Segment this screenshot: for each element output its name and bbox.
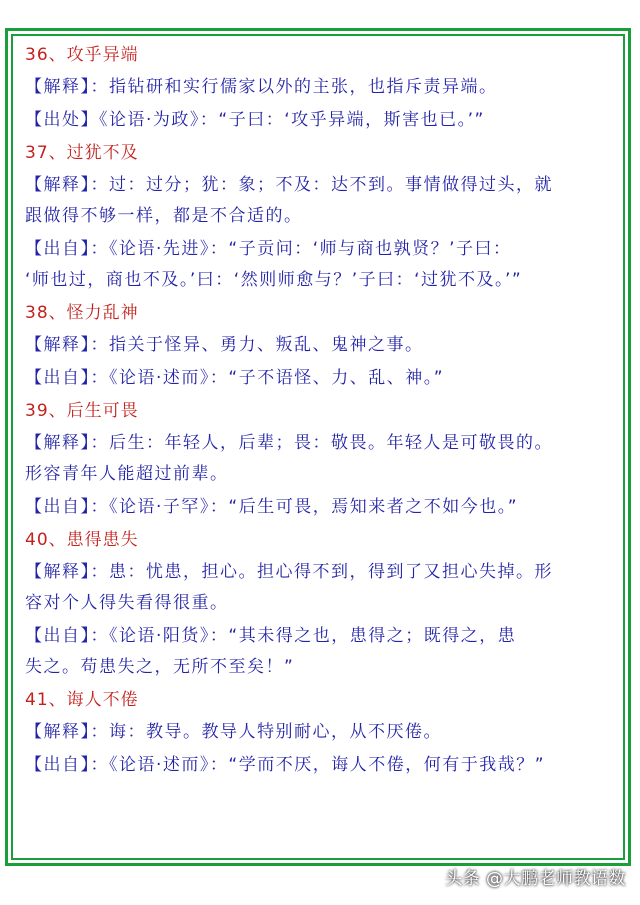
source-paragraph: [25, 105, 610, 136]
explanation-paragraph: [25, 170, 610, 232]
text-line: 【出自】：《论语·述而》：“学而不厌，诲人不倦，何有于我哉？”: [25, 755, 546, 775]
text-line: 【解释】：指钻研和实行儒家以外的主张，也指斥责异端。: [25, 77, 498, 97]
explanation-paragraph: [25, 330, 610, 361]
idiom-entry: [25, 300, 610, 394]
text-line: 【出自】：《论语·阳货》：“其未得之也，患得之；既得之，患: [25, 626, 517, 646]
source-paragraph: [25, 363, 610, 394]
idiom-title: 38、怪力乱神: [25, 303, 139, 323]
text-line: 失之。苟患失之，无所不至矣！”: [25, 657, 295, 677]
source-paragraph: [25, 234, 610, 296]
idiom-entry: [25, 140, 610, 296]
idiom-title: 36、攻乎异端: [25, 45, 139, 65]
text-line: 【解释】：诲：教导。教导人特别耐心，从不厌倦。: [25, 722, 442, 742]
document-content: [25, 38, 610, 783]
text-line: 【出自】：《论语·先进》：“子贡问：‘师与商也孰贤？’子曰：: [25, 239, 512, 259]
text-line: 【出自】：《论语·述而》：“子不语怪、力、乱、神。”: [25, 368, 445, 388]
idiom-title: 40、患得患失: [25, 530, 139, 550]
explanation-paragraph: [25, 72, 610, 103]
text-line: 【出处】《论语·为政》：“子曰：‘攻乎异端，斯害也已。’”: [25, 110, 485, 130]
text-line: 形容青年人能超过前辈。: [25, 464, 229, 484]
source-paragraph: [25, 492, 610, 523]
idiom-title: 41、诲人不倦: [25, 690, 139, 710]
text-line: ‘师也过，商也不及。’曰：‘然则师愈与？’子曰：‘过犹不及。’”: [25, 270, 523, 290]
text-line: 跟做得不够一样，都是不合适的。: [25, 206, 303, 226]
idiom-entry: [25, 687, 610, 781]
text-line: 【出自】：《论语·子罕》：“后生可畏，焉知来者之不如今也。”: [25, 497, 519, 517]
source-paragraph: [25, 621, 610, 683]
text-line: 【解释】：过：过分；犹：象；不及：达不到。事情做得过头，就: [25, 175, 553, 195]
text-line: 【解释】：后生：年轻人，后辈；畏：敬畏。年轻人是可敬畏的。: [25, 433, 553, 453]
text-line: 【解释】：患：忧患，担心。担心得不到，得到了又担心失掉。形: [25, 562, 553, 582]
source-paragraph: [25, 750, 610, 781]
text-line: 容对个人得失看得很重。: [25, 593, 229, 613]
idiom-entry: [25, 398, 610, 523]
idiom-entry: [25, 527, 610, 683]
idiom-title: 37、过犹不及: [25, 143, 139, 163]
watermark: 头条 @大鹏老师教语数: [445, 869, 626, 889]
idiom-entry: [25, 42, 610, 136]
explanation-paragraph: [25, 557, 610, 619]
text-line: 【解释】：指关于怪异、勇力、叛乱、鬼神之事。: [25, 335, 424, 355]
explanation-paragraph: [25, 428, 610, 490]
explanation-paragraph: [25, 717, 610, 748]
idiom-title: 39、后生可畏: [25, 401, 139, 421]
